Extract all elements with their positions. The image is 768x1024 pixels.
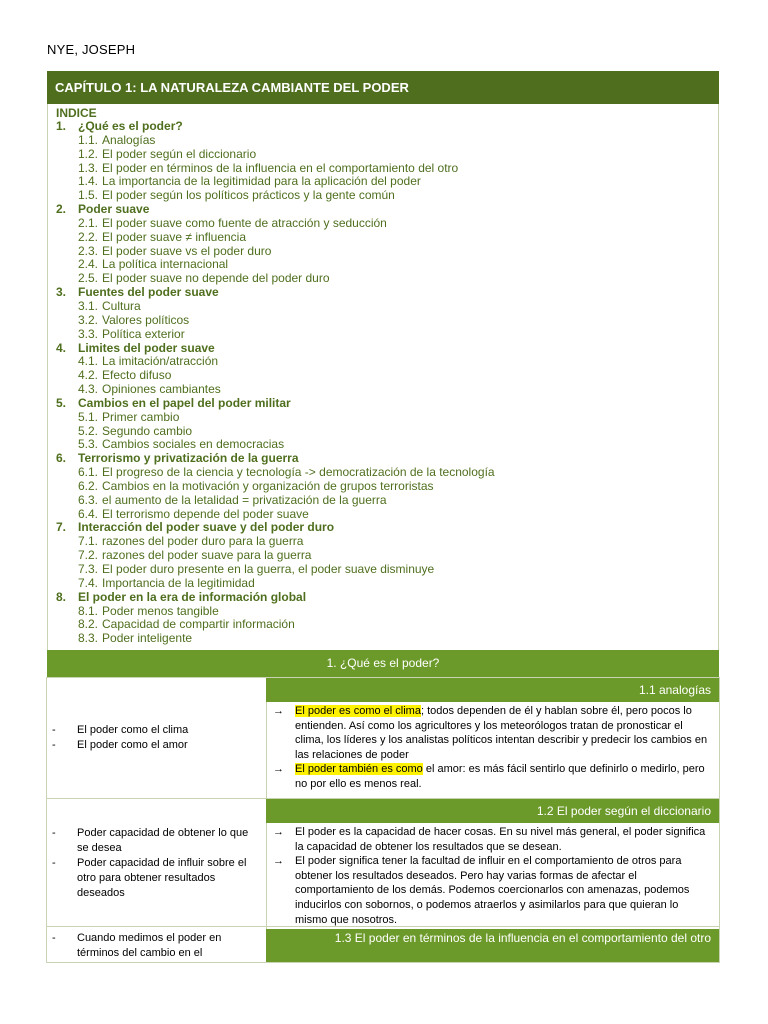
toc-subsection: 1.4. La importancia de la legitimidad para la aplicación del poder bbox=[78, 174, 421, 189]
toc-section: 2. Poder suave bbox=[56, 202, 150, 217]
toc-subsection: 5.1. Primer cambio bbox=[78, 409, 180, 424]
dash-bullet-icon: - bbox=[52, 739, 56, 751]
toc-subsection: 7.4. Importancia de la legitimidad bbox=[78, 575, 255, 590]
toc-subsection: 3.2. Valores políticos bbox=[78, 312, 190, 327]
toc-subsection: 6.3. el aumento de la letalidad = privatización de la guerra bbox=[78, 492, 387, 507]
paragraph: → El poder es la capacidad de hacer cosas. En su nivel más general, el poder significa la capacidad de obtener los resultados que se desean. bbox=[273, 826, 706, 853]
row-2-right-text bbox=[273, 825, 713, 927]
toc-subsection: 2.1. El poder suave como fuente de atracción y seducción bbox=[78, 215, 387, 230]
toc-subsection: 8.2. Capacidad de compartir información bbox=[78, 617, 295, 632]
toc-subsection: 2.5. El poder suave no depende del poder duro bbox=[78, 271, 330, 286]
author-name: NYE, JOSEPH bbox=[47, 42, 136, 57]
toc-section: 1. ¿Qué es el poder? bbox=[56, 119, 183, 133]
dash-bullet-icon: - bbox=[52, 932, 56, 944]
toc-subsection: 2.4. La política internacional bbox=[78, 257, 229, 272]
toc-subsection: 5.3. Cambios sociales en democracias bbox=[78, 437, 285, 452]
toc-section: 6. Terrorismo y privatización de la guerra bbox=[56, 451, 299, 466]
row-2-left-list bbox=[52, 826, 257, 901]
toc-section: 4. Limites del poder suave bbox=[56, 340, 215, 355]
toc-subsection: 1.5. El poder según los políticos prácticos y la gente común bbox=[78, 188, 395, 203]
right-arrow-icon: → bbox=[273, 705, 284, 717]
toc-subsection: 6.4. El terrorismo depende del poder suave bbox=[78, 506, 309, 521]
toc-subsection: 6.1. El progreso de la ciencia y tecnología -> democratización de la tecnología bbox=[78, 465, 495, 480]
list-item: - Poder capacidad de obtener lo que se desea bbox=[52, 827, 249, 854]
chapter-title: CAPÍTULO 1: LA NATURALEZA CAMBIANTE DEL PODER bbox=[47, 71, 719, 104]
subsection-heading-1-1: 1.1 analogías bbox=[266, 678, 719, 702]
paragraph: → El poder significa tener la facultad de influir en el comportamiento de otros para obtener los resultados deseados. Pero hay varias formas de afectar el comportamiento de los demás. Podemos coercionarlos con amenazas, podemos inducirlos con sobornos, o podemos atraerlos y asimilarlos para que quieran lo mismo que nosotros. bbox=[273, 855, 690, 926]
list-item: - Poder capacidad de influir sobre el otro para obtener resultados deseados bbox=[52, 857, 247, 899]
list-item: - Cuando medimos el poder en términos del cambio en el bbox=[52, 932, 222, 959]
toc-subsection: 4.1. La imitación/atracción bbox=[78, 354, 219, 369]
toc-section: 8. El poder en la era de información global bbox=[56, 589, 307, 604]
list-item: - El poder como el amor bbox=[52, 739, 188, 751]
right-arrow-icon: → bbox=[273, 826, 284, 838]
toc-subsection: 1.2. El poder según el diccionario bbox=[78, 146, 257, 161]
toc-subsection: 2.3. El poder suave vs el poder duro bbox=[78, 243, 272, 258]
index-title: INDICE bbox=[56, 106, 97, 120]
toc-section: 5. Cambios en el papel del poder militar bbox=[56, 395, 291, 410]
section-header: 1. ¿Qué es el poder? bbox=[47, 650, 719, 677]
dash-bullet-icon: - bbox=[52, 827, 56, 839]
table-of-contents bbox=[48, 120, 718, 646]
toc-section: 3. Fuentes del poder suave bbox=[56, 285, 219, 300]
toc-subsection: 3.1. Cultura bbox=[78, 298, 141, 313]
toc-subsection: 2.2. El poder suave ≠ influencia bbox=[78, 229, 247, 244]
highlighted-text: El poder es como el clima bbox=[295, 705, 421, 717]
toc-subsection: 1.1. Analogías bbox=[78, 132, 156, 147]
row-1-left-list bbox=[52, 723, 257, 753]
paragraph: → El poder es como el clima; todos dependen de él y hablan sobre él, pero pocos lo entienden. Así como los agricultores y los meteorólogos tratan de pronosticar el clima, los líderes y los analistas políticos intentan describir y predecir los cambios en las relaciones de poder bbox=[273, 705, 708, 761]
toc-subsection: 6.2. Cambios en la motivación y organización de grupos terroristas bbox=[78, 478, 434, 493]
toc-subsection: 4.3. Opiniones cambiantes bbox=[78, 382, 221, 397]
right-arrow-icon: → bbox=[273, 855, 284, 868]
toc-subsection: 5.2. Segundo cambio bbox=[78, 423, 193, 438]
paragraph: → El poder también es como el amor: es más fácil sentirlo que definirlo o medirlo, pero no por ello es menos real. bbox=[273, 763, 705, 790]
toc-subsection: 8.1. Poder menos tangible bbox=[78, 603, 219, 618]
list-item: - El poder como el clima bbox=[52, 724, 189, 736]
toc-subsection: 8.3. Poder inteligente bbox=[78, 631, 193, 646]
subsection-heading-1-2: 1.2 El poder según el diccionario bbox=[266, 799, 719, 823]
toc-subsection: 1.3. El poder en términos de la influencia en el comportamiento del otro bbox=[78, 160, 459, 175]
toc-subsection: 7.1. razones del poder duro para la guerra bbox=[78, 534, 304, 549]
highlighted-text: El poder también es como bbox=[295, 763, 423, 776]
index-box bbox=[47, 104, 719, 650]
subsection-heading-1-3: 1.3 El poder en términos de la influencia en el comportamiento del otro bbox=[266, 929, 719, 962]
right-arrow-icon: → bbox=[273, 763, 284, 776]
dash-bullet-icon: - bbox=[52, 857, 56, 869]
toc-subsection: 7.3. El poder duro presente en la guerra, el poder suave disminuye bbox=[78, 562, 435, 576]
toc-section: 7. Interacción del poder suave y del poder duro bbox=[56, 520, 335, 535]
toc-subsection: 7.2. razones del poder suave para la guerra bbox=[78, 548, 312, 563]
dash-bullet-icon: - bbox=[52, 724, 56, 736]
row-3-left-list bbox=[52, 931, 257, 961]
row-1-right-text bbox=[273, 704, 713, 792]
toc-subsection: 4.2. Efecto difuso bbox=[78, 368, 172, 383]
toc-subsection: 3.3. Política exterior bbox=[78, 326, 185, 341]
